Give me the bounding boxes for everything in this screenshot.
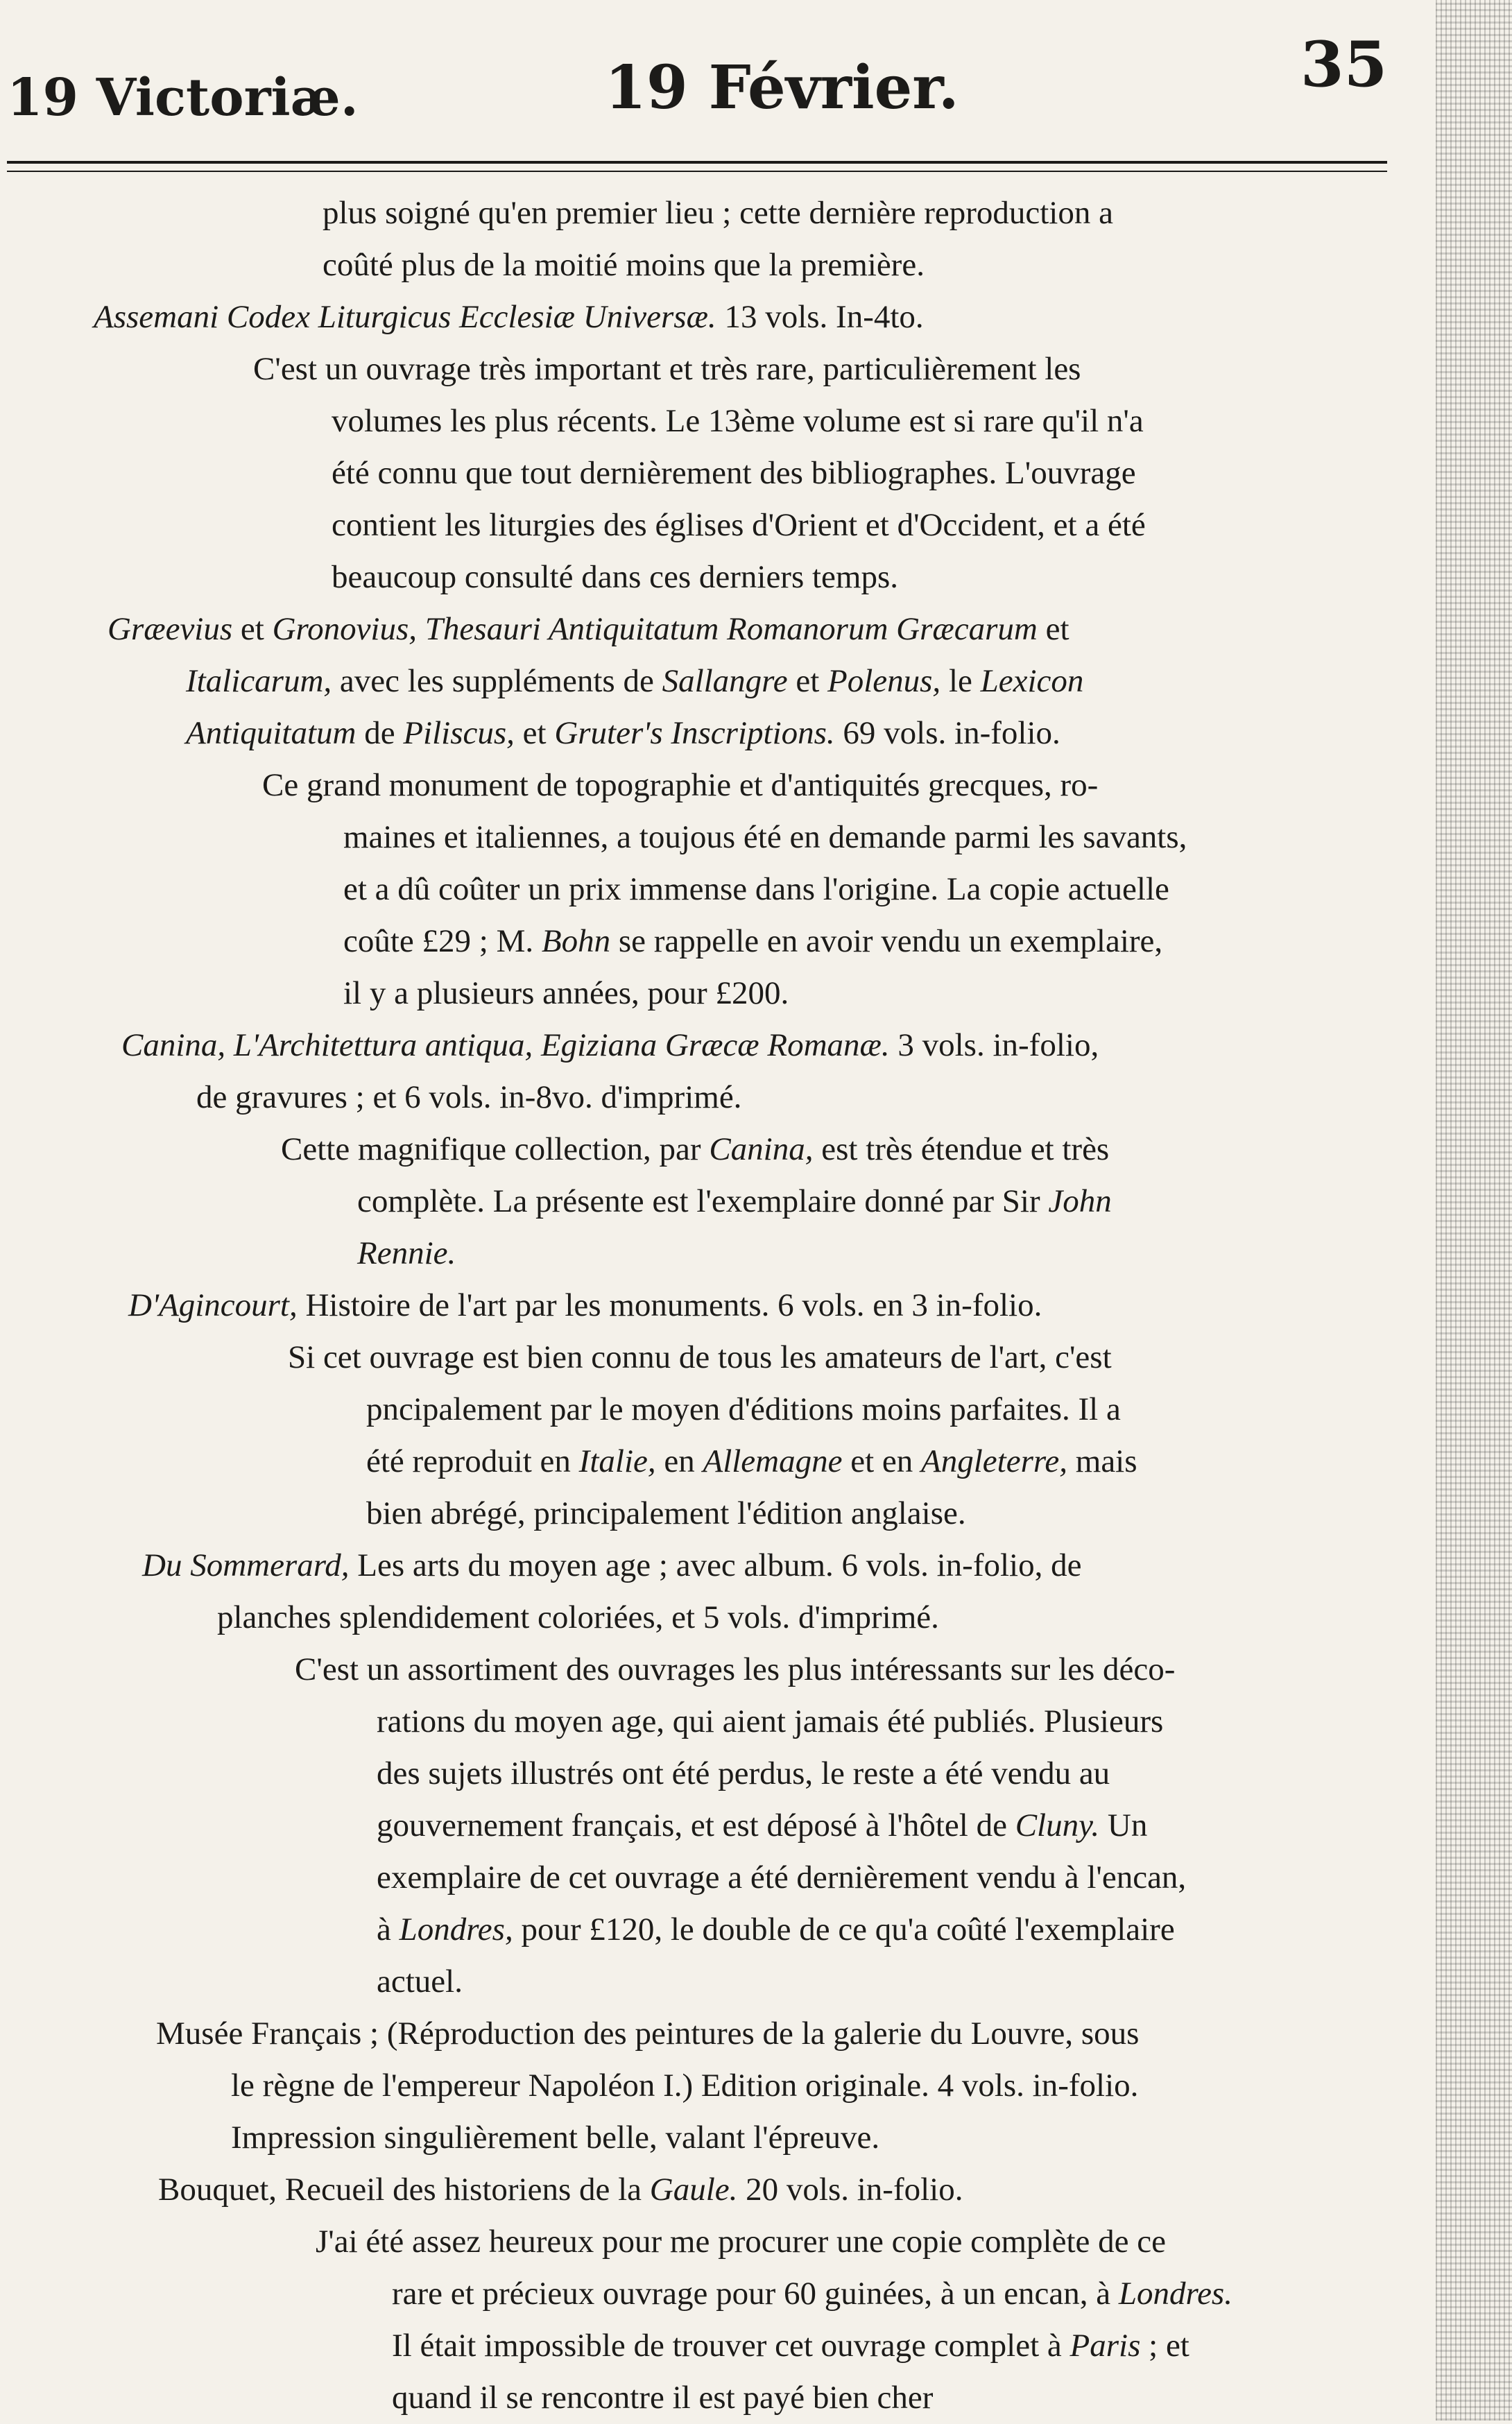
text-span: le xyxy=(940,663,981,699)
text-span: le règne de l'empereur Napoléon I.) Edition originale. 4 vols. in-folio. xyxy=(231,2068,1139,2104)
text-span: et xyxy=(1037,611,1069,647)
text-span: exemplaire de cet ouvrage a été dernièrement vendu à l'encan, xyxy=(377,1859,1187,1896)
text-line xyxy=(392,2372,933,2424)
text-span: ; et xyxy=(1140,2328,1189,2364)
text-line xyxy=(128,1280,1042,1332)
text-line xyxy=(332,395,1144,447)
text-span: actuel. xyxy=(377,1963,463,2000)
italic-text: Cluny. xyxy=(1015,1807,1100,1843)
italic-text: Polenus, xyxy=(827,663,941,699)
text-span: il y a plusieurs années, pour £200. xyxy=(343,975,789,1011)
text-line xyxy=(357,1176,1112,1228)
text-line xyxy=(288,1332,1112,1384)
text-span: 3 vols. in-folio, xyxy=(889,1027,1099,1063)
italic-text: Italicarum, xyxy=(186,663,332,699)
italic-text: Paris xyxy=(1069,2328,1141,2364)
italic-text: D'Agincourt, xyxy=(128,1287,298,1323)
italic-text: Gronovius, Thesauri Antiquitatum Romanorum Græcarum xyxy=(272,611,1038,647)
text-line xyxy=(295,1644,1175,1696)
italic-text: Piliscus, xyxy=(403,715,515,751)
text-line xyxy=(343,916,1162,968)
text-line xyxy=(366,1488,966,1540)
text-line xyxy=(196,1072,741,1124)
text-line xyxy=(343,863,1169,916)
text-span: avec les suppléments de xyxy=(332,663,662,699)
text-line xyxy=(281,1124,1109,1176)
text-line xyxy=(377,1904,1175,1956)
header-rule xyxy=(7,161,1387,164)
text-span: rations du moyen age, qui aient jamais été publiés. Plusieurs xyxy=(377,1703,1164,1739)
text-line xyxy=(94,291,924,343)
text-span: pncipalement par le moyen d'éditions moins parfaites. Il a xyxy=(366,1391,1121,1427)
text-span: Cette magnifique collection, par xyxy=(281,1131,710,1167)
text-span: de gravures ; et 6 vols. in-8vo. d'imprimé. xyxy=(196,1079,742,1115)
italic-text: Canina, L'Architettura antiqua, Egiziana Græcæ Romanæ. xyxy=(121,1027,890,1063)
text-line xyxy=(377,1852,1186,1904)
text-line xyxy=(231,2060,1138,2112)
text-span: Il était impossible de trouver cet ouvrage complet à xyxy=(392,2328,1070,2364)
italic-text: John xyxy=(1048,1183,1112,1219)
italic-text: Du Sommerard, xyxy=(142,1547,350,1583)
text-line xyxy=(231,2112,879,2164)
text-span: à xyxy=(377,1911,400,1948)
text-span: coûte £29 ; M. xyxy=(343,923,542,959)
text-line xyxy=(121,1020,1099,1072)
text-line xyxy=(142,1540,1081,1592)
running-header xyxy=(7,28,1388,139)
text-span: et xyxy=(787,663,828,699)
text-span: coûté plus de la moitié moins que la première. xyxy=(323,247,925,283)
text-span: complète. La présente est l'exemplaire donné par Sir xyxy=(357,1183,1049,1219)
text-line xyxy=(108,603,1069,655)
italic-text: Bohn xyxy=(541,923,611,959)
italic-text: Gruter's Inscriptions. xyxy=(554,715,835,751)
text-span: et en xyxy=(842,1443,922,1479)
text-span: Ce grand monument de topographie et d'antiquités grecques, ro- xyxy=(262,767,1099,803)
text-line xyxy=(343,968,789,1020)
text-line xyxy=(186,655,1083,707)
text-line xyxy=(377,1696,1163,1748)
text-line xyxy=(217,1592,939,1644)
italic-text: Gaule. xyxy=(649,2172,738,2208)
text-span: 69 vols. in-folio. xyxy=(834,715,1060,751)
italic-text: Assemani Codex Liturgicus Ecclesiæ Universæ. xyxy=(94,299,716,335)
header-date: 19 Février. xyxy=(605,53,959,123)
text-line xyxy=(377,1748,1110,1800)
text-line xyxy=(377,1956,463,2008)
text-span: pour £120, le double de ce qu'a coûté l'exemplaire xyxy=(513,1911,1175,1948)
italic-text: Canina, xyxy=(709,1131,814,1167)
text-line xyxy=(332,551,898,603)
text-span: et a dû coûter un prix immense dans l'origine. La copie actuelle xyxy=(343,871,1169,907)
italic-text: Sallangre xyxy=(662,663,788,699)
text-line xyxy=(366,1436,1137,1488)
text-line xyxy=(316,2216,1166,2268)
text-line xyxy=(392,2268,1232,2320)
text-span: de xyxy=(356,715,404,751)
header-regnal-year: 19 Victoriæ. xyxy=(7,68,359,128)
text-span: maines et italiennes, a toujous été en demande parmi les savants, xyxy=(343,819,1187,855)
text-span: Un xyxy=(1099,1807,1148,1843)
text-line xyxy=(253,343,1081,395)
text-span: Impression singulièrement belle, valant l'épreuve. xyxy=(231,2120,880,2156)
italic-text: Allemagne xyxy=(703,1443,843,1479)
text-line xyxy=(332,447,1136,499)
page-number: 35 xyxy=(1300,28,1388,101)
text-span: 13 vols. In-4to. xyxy=(716,299,924,335)
text-span: C'est un ouvrage très important et très rare, particulièrement les xyxy=(253,351,1081,387)
italic-text: Græevius xyxy=(108,611,233,647)
text-span: Musée Français ; (Réproduction des peintures de la galerie du Louvre, sous xyxy=(156,2015,1140,2052)
header-rule-thin xyxy=(7,171,1387,172)
text-span: Bouquet, Recueil des historiens de la xyxy=(158,2172,650,2208)
text-line xyxy=(366,1384,1121,1436)
text-span: planches splendidement coloriées, et 5 vols. d'imprimé. xyxy=(217,1599,939,1635)
text-span: est très étendue et très xyxy=(813,1131,1110,1167)
text-span: et xyxy=(514,715,555,751)
text-span: et xyxy=(232,611,273,647)
text-line xyxy=(377,1800,1147,1852)
text-span: en xyxy=(655,1443,703,1479)
text-span: des sujets illustrés ont été perdus, le reste a été vendu au xyxy=(377,1755,1110,1791)
text-line xyxy=(262,759,1098,811)
text-span: mais xyxy=(1067,1443,1137,1479)
italic-text: Lexicon xyxy=(980,663,1084,699)
text-span: gouvernement français, et est déposé à l'hôtel de xyxy=(377,1807,1015,1843)
text-span: Les arts du moyen age ; avec album. 6 vols. in-folio, de xyxy=(349,1547,1082,1583)
italic-text: Londres. xyxy=(1118,2276,1232,2312)
italic-text: Rennie. xyxy=(357,1235,456,1271)
text-line xyxy=(156,2008,1139,2060)
text-span: bien abrégé, principalement l'édition anglaise. xyxy=(366,1495,966,1531)
text-span: J'ai été assez heureux pour me procurer une copie complète de ce xyxy=(316,2224,1166,2260)
text-line xyxy=(392,2320,1189,2372)
text-span: beaucoup consulté dans ces derniers temps. xyxy=(332,559,899,595)
italic-text: Antiquitatum xyxy=(186,715,356,751)
text-line xyxy=(323,187,1113,239)
text-span: Histoire de l'art par les monuments. 6 vols. en 3 in-folio. xyxy=(297,1287,1042,1323)
text-line xyxy=(332,499,1146,551)
text-line xyxy=(323,239,925,291)
text-span: été reproduit en xyxy=(366,1443,579,1479)
italic-text: Italie, xyxy=(578,1443,656,1479)
text-span: rare et précieux ouvrage pour 60 guinées, à un encan, à xyxy=(392,2276,1119,2312)
text-span: se rappelle en avoir vendu un exemplaire, xyxy=(610,923,1163,959)
text-line xyxy=(357,1228,456,1280)
text-span: contient les liturgies des églises d'Orient et d'Occident, et a été xyxy=(332,507,1146,543)
text-span: Si cet ouvrage est bien connu de tous les amateurs de l'art, c'est xyxy=(288,1339,1112,1375)
text-line xyxy=(343,811,1187,863)
italic-text: Angleterre, xyxy=(921,1443,1068,1479)
text-span: plus soigné qu'en premier lieu ; cette dernière reproduction a xyxy=(323,195,1113,231)
text-span: C'est un assortiment des ouvrages les plus intéressants sur les déco- xyxy=(295,1651,1176,1687)
text-span: 20 vols. in-folio. xyxy=(737,2172,963,2208)
text-span: quand il se rencontre il est payé bien cher xyxy=(392,2380,934,2416)
italic-text: Londres, xyxy=(399,1911,513,1948)
text-line xyxy=(186,707,1060,759)
text-span: été connu que tout dernièrement des bibliographes. L'ouvrage xyxy=(332,455,1136,491)
catalogue-body xyxy=(0,187,1457,2416)
text-line xyxy=(158,2164,963,2216)
text-span: volumes les plus récents. Le 13ème volume est si rare qu'il n'a xyxy=(332,403,1144,439)
